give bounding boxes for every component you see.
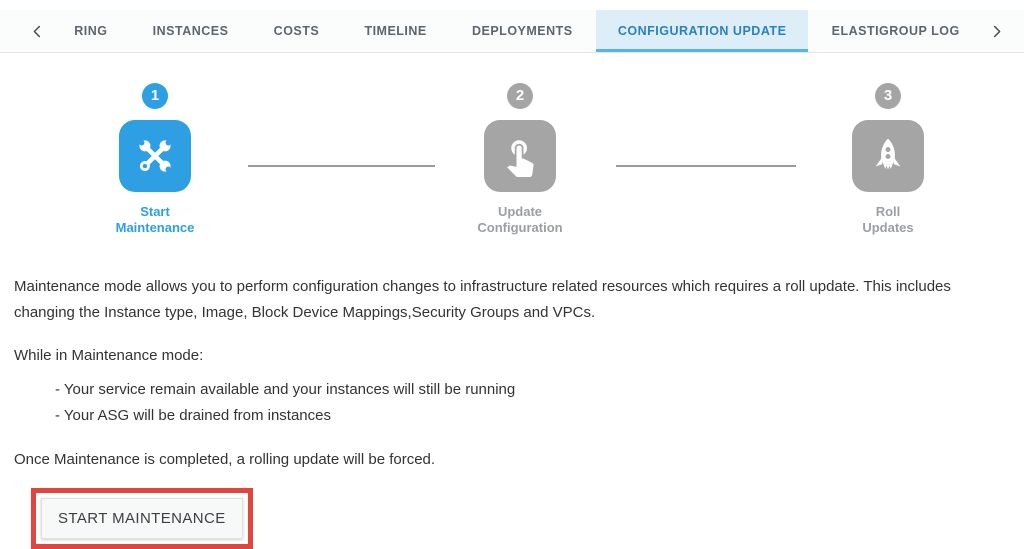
step-number-badge: 2 bbox=[507, 83, 533, 109]
step-number-badge: 1 bbox=[142, 83, 168, 109]
bullet-item: - Your service remain available and your instances will still be running bbox=[55, 381, 516, 398]
tab-elastigroup-log[interactable]: ELASTIGROUP LOG bbox=[831, 24, 960, 38]
wizard-step-start-maintenance bbox=[85, 83, 225, 236]
maintenance-paragraph: Maintenance mode allows you to perform configuration changes to infrastructure related resources which requires a roll update. This includes changing the Instance type, Image, Block Device Mappings,Security Groups and VPCs. bbox=[14, 278, 951, 321]
tab-configuration-update[interactable]: CONFIGURATION UPDATE bbox=[596, 10, 809, 52]
step-label: Update Configuration bbox=[477, 204, 563, 235]
step-label: Start Maintenance bbox=[115, 204, 195, 235]
start-maintenance-button[interactable]: START MAINTENANCE bbox=[41, 498, 243, 539]
tab-instances[interactable]: INSTANCES bbox=[152, 24, 229, 38]
wrench-tools-icon bbox=[119, 120, 191, 192]
tab-costs[interactable]: COSTS bbox=[273, 24, 320, 38]
wizard-step-update-configuration bbox=[450, 83, 590, 236]
maintenance-mode-subheading: While in Maintenance mode: bbox=[14, 347, 204, 364]
tab-ring[interactable]: RING bbox=[74, 24, 108, 38]
chevron-left-icon[interactable] bbox=[24, 10, 51, 52]
step-label: Roll Updates bbox=[862, 204, 914, 235]
chevron-right-icon[interactable] bbox=[983, 10, 1010, 52]
tab-bar bbox=[0, 10, 1024, 53]
step-connector bbox=[248, 165, 435, 167]
rocket-icon bbox=[852, 120, 924, 192]
tab-deployments[interactable]: DEPLOYMENTS bbox=[471, 24, 573, 38]
tab-bar-container bbox=[0, 0, 1024, 53]
tab-timeline[interactable]: TIMELINE bbox=[364, 24, 427, 38]
step-number-badge: 3 bbox=[875, 83, 901, 109]
wizard-steps bbox=[0, 73, 1024, 268]
maintenance-description bbox=[0, 274, 1024, 549]
maintenance-bullet-list bbox=[55, 377, 1010, 429]
step-connector bbox=[616, 165, 796, 167]
red-highlight-annotation bbox=[31, 488, 253, 549]
tap-hand-icon bbox=[484, 120, 556, 192]
rolling-update-note: Once Maintenance is completed, a rolling update will be forced. bbox=[14, 451, 436, 468]
bullet-item: - Your ASG will be drained from instances bbox=[55, 407, 331, 424]
wizard-step-roll-updates bbox=[818, 83, 958, 236]
